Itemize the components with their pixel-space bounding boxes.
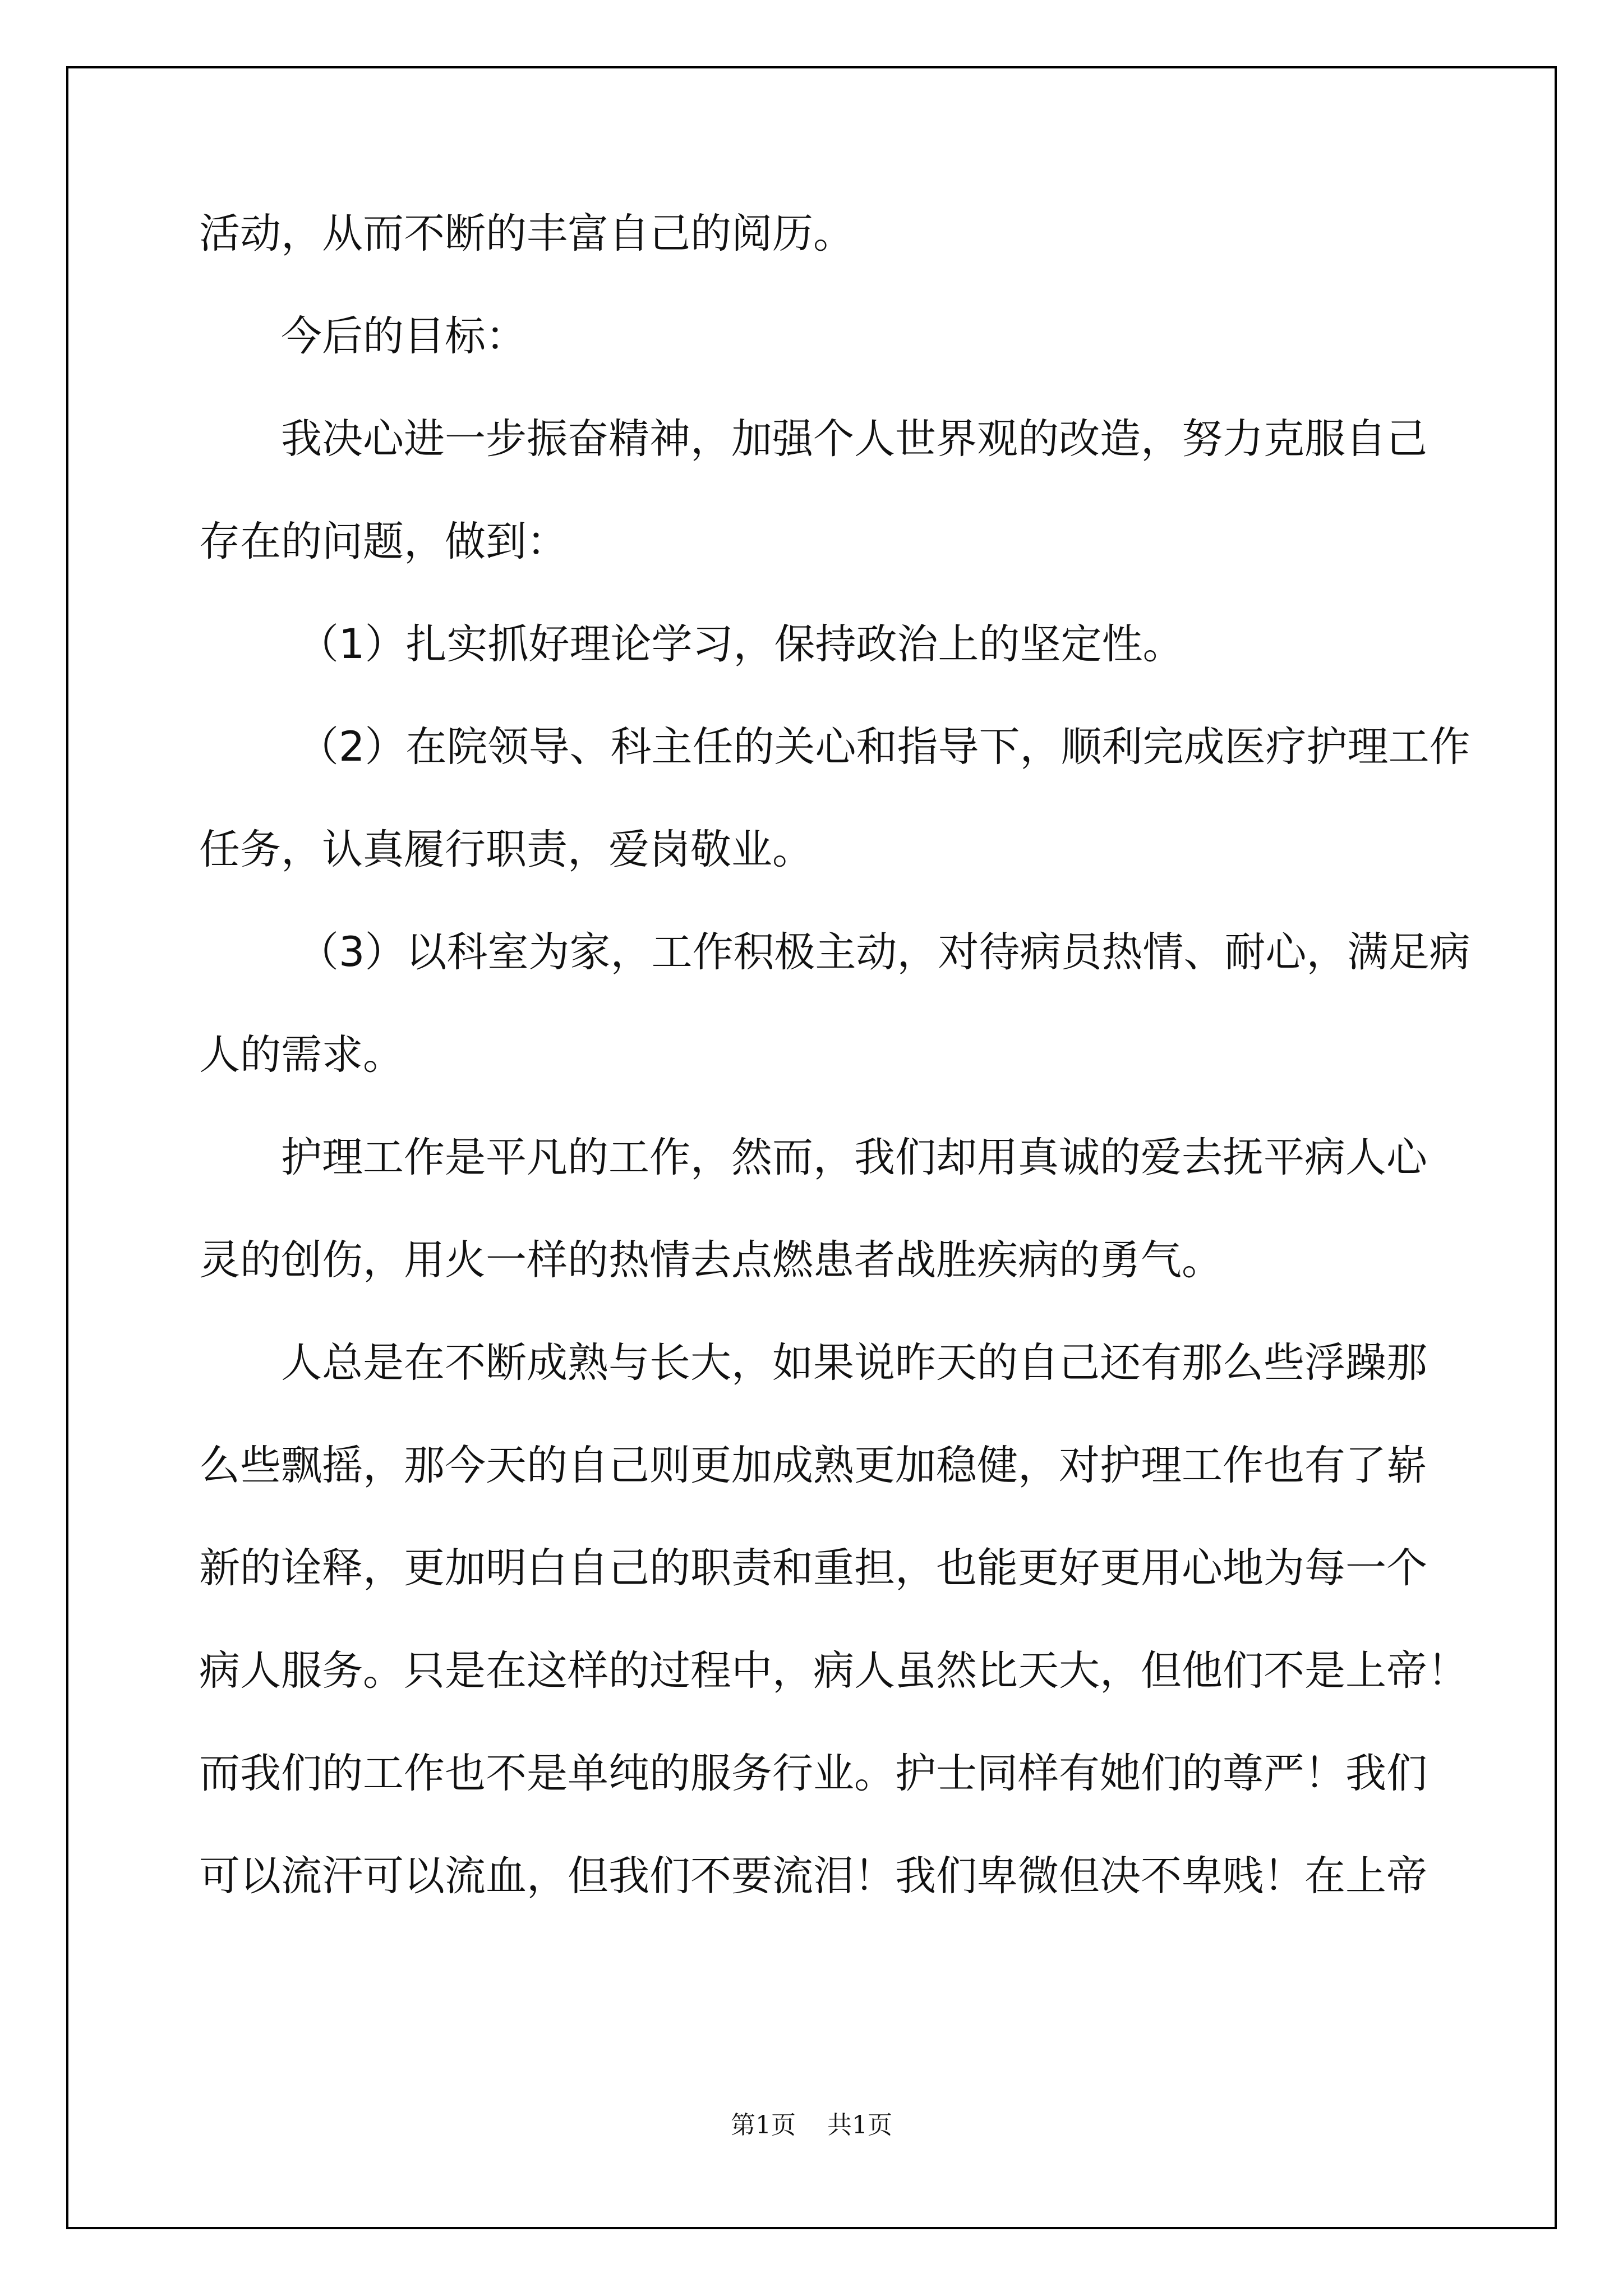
text-line: （3）以科室为家，工作积极主动，对待病员热情、耐心，满足病 — [298, 928, 1470, 976]
page-footer — [0, 2105, 1623, 2141]
text-line: 活动，从而不断的丰富自己的阅历。 — [199, 210, 854, 257]
text-line: 存在的问题，做到： — [199, 518, 568, 565]
text-line: 今后的目标： — [281, 312, 527, 360]
page-total: 共1页 — [827, 2111, 892, 2139]
text-line: 护理工作是平凡的工作，然而，我们却用真诚的爱去抚平病人心 — [281, 1134, 1427, 1181]
text-line: 灵的创伤，用火一样的热情去点燃患者战胜疾病的勇气。 — [199, 1236, 1223, 1284]
text-line: 病人服务。只是在这样的过程中，病人虽然比天大，但他们不是上帝！ — [199, 1647, 1468, 1695]
text-line: 么些飘摇，那今天的自己则更加成熟更加稳健，对护理工作也有了崭 — [199, 1442, 1427, 1489]
text-line: 可以流汗可以流血，但我们不要流泪！我们卑微但决不卑贱！在上帝 — [199, 1852, 1427, 1900]
text-line: 人总是在不断成熟与长大，如果说昨天的自己还有那么些浮躁那 — [281, 1339, 1427, 1387]
document-body — [199, 210, 1470, 1958]
text-line: （1）扎实抓好理论学习，保持政治上的坚定性。 — [298, 620, 1184, 668]
text-line: （2）在院领导、科主任的关心和指导下，顺利完成医疗护理工作 — [298, 723, 1470, 771]
text-line: 任务，认真履行职责，爱岗敬业。 — [199, 826, 813, 873]
text-line: 我决心进一步振奋精神，加强个人世界观的改造，努力克服自己 — [281, 415, 1427, 463]
page-number: 第1页 — [731, 2111, 796, 2139]
text-line: 人的需求。 — [199, 1031, 404, 1079]
text-line: 而我们的工作也不是单纯的服务行业。护士同样有她们的尊严！我们 — [199, 1750, 1427, 1797]
text-line: 新的诠释，更加明白自己的职责和重担，也能更好更用心地为每一个 — [199, 1544, 1427, 1592]
